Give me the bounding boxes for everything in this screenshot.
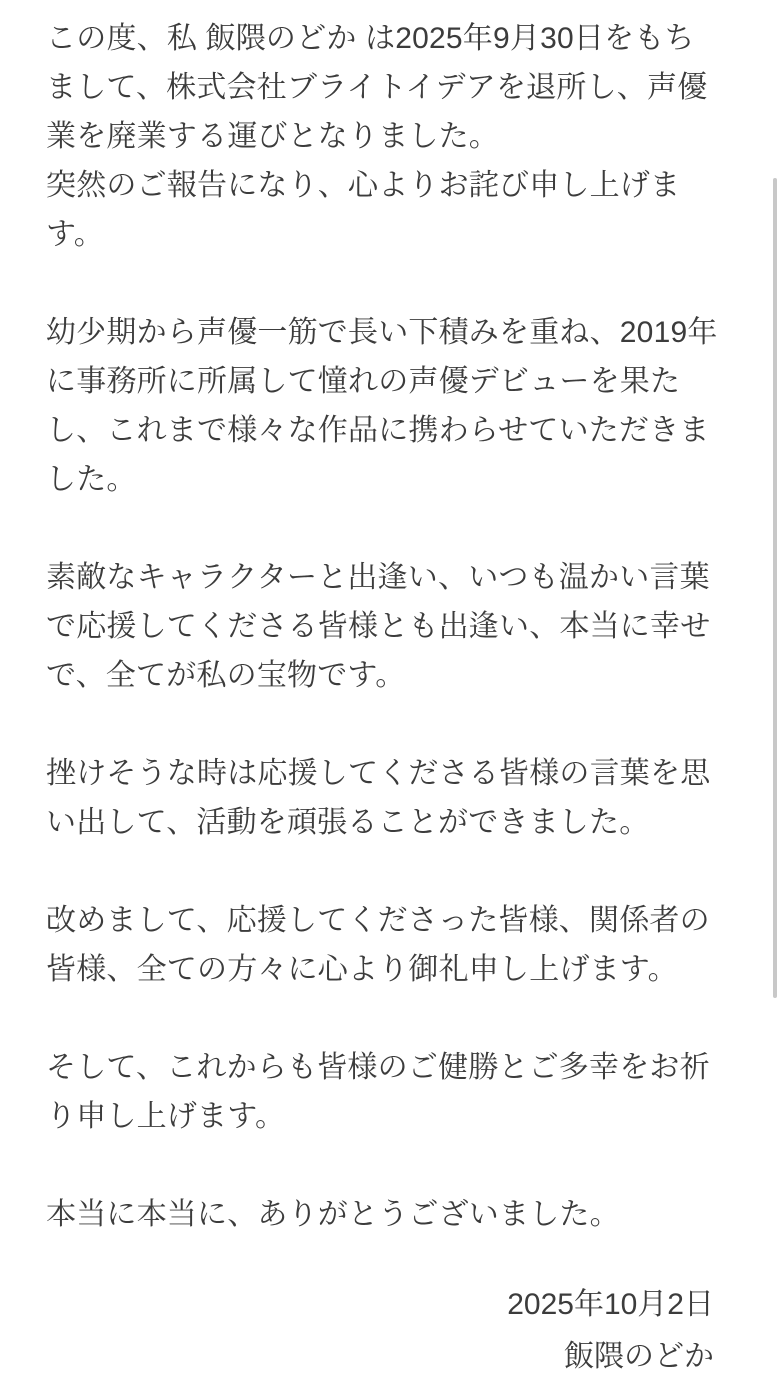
paragraph-spacer (46, 504, 720, 553)
vertical-scrollbar[interactable] (772, 0, 780, 1390)
paragraph-spacer (46, 1141, 720, 1190)
scrollbar-thumb[interactable] (773, 178, 777, 998)
paragraph-7: そして、これからも皆様のご健勝とご多幸をお祈り申し上げます。 (46, 1051, 710, 1133)
paragraph-spacer (46, 847, 720, 896)
paragraph-2: 突然のご報告になり、心よりお詫び申し上げます。 (46, 169, 681, 251)
paragraph-4: 素敵なキャラクターと出逢い、いつも温かい言葉で応援してくださる皆様とも出逢い、本当に幸せで、全てが私の宝物です。 (46, 561, 711, 692)
signature-name: 飯隈のどか (564, 1340, 714, 1373)
paragraph-6: 改めまして、応援してくださった皆様、関係者の皆様、全ての方々に心より御礼申し上げます。 (46, 904, 710, 986)
paragraph-5: 挫けそうな時は応援してくださる皆様の言葉を思い出して、活動を頑張ることができました。 (46, 757, 711, 839)
signature-date: 2025年10月2日 (507, 1288, 714, 1321)
paragraph-3: 幼少期から声優一筋で長い下積みを重ね、2019年に事務所に所属して憧れの声優デビューを果たし、これまで様々な作品に携わらせていただきました。 (46, 316, 718, 496)
paragraph-8: 本当に本当に、ありがとうございました。 (46, 1198, 620, 1231)
paragraph-spacer (46, 994, 720, 1043)
paragraph-1: この度、私 飯隈のどか は2025年9月30日をもちまして、株式会社ブライトイデアを退所し、声優業を廃業する運びとなりました。 (46, 22, 708, 153)
paragraph-spacer (46, 700, 720, 749)
signature-block (46, 1279, 720, 1383)
paragraph-spacer (46, 259, 720, 308)
